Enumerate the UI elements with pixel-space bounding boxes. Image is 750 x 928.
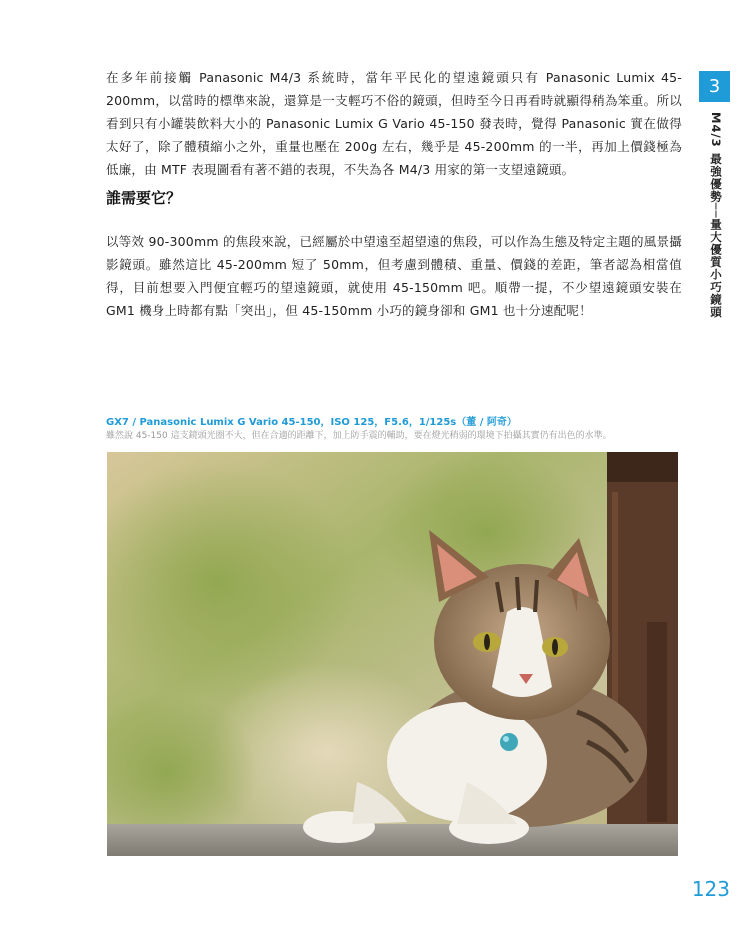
chapter-number-badge: 3 (699, 71, 730, 102)
cat-photo (107, 452, 678, 856)
concrete-ledge (107, 824, 678, 856)
page-number: 123 (691, 877, 730, 901)
chapter-side-title: M4/3 最強優勢──量大優質小巧鏡頭 (709, 112, 723, 319)
cat-collar-bell (500, 733, 518, 751)
photo-caption-title: GX7 / Panasonic Lumix G Vario 45-150，ISO 125，F5.6，1/125s（董 / 阿奇） (106, 417, 517, 428)
body-paragraph-1: 在多年前接觸 Panasonic M4/3 系統時，當年平民化的望遠鏡頭只有 Panasonic Lumix 45-200mm，以當時的標準來說，還算是一支輕巧不俗的鏡頭，但時至今日再看時就顯得稍為笨重。所以看到只有小罐裝飲料大小的 Panasonic Lumix G Vario 45-150 發表時，覺得 Panasonic 實在做得太好了，除了體積縮小之外，重量也壓在 200g 左右，幾乎是 45-200mm 的一半，再加上價錢極為低廉，由 MTF 表現圖看有著不錯的表現，不失為各 M4/3 用家的第一支望遠鏡頭。 (106, 70, 682, 177)
photo-caption-text: 雖然說 45-150 這支鏡頭光圈不大，但在合適的距離下，加上防手震的輔助，要在燈光稍弱的環境下拍攝其實仍有出色的水準。 (106, 431, 612, 441)
section-heading: 誰需要它？ (106, 189, 182, 207)
body-paragraph-2: 以等效 90-300mm 的焦段來說，已經屬於中望遠至超望遠的焦段，可以作為生態及特定主題的風景攝影鏡頭。雖然這比 45-200mm 短了 50mm，但考慮到體積、重量、價錢的差距，筆者認為相當值得，目前想要入門便宜輕巧的望遠鏡頭，就使用 45-150mm 吧。順帶一提，不少望遠鏡頭安裝在 GM1 機身上時都有點「突出」，但 45-150mm 小巧的鏡身卻和 GM1 也十分速配呢！ (106, 234, 682, 318)
